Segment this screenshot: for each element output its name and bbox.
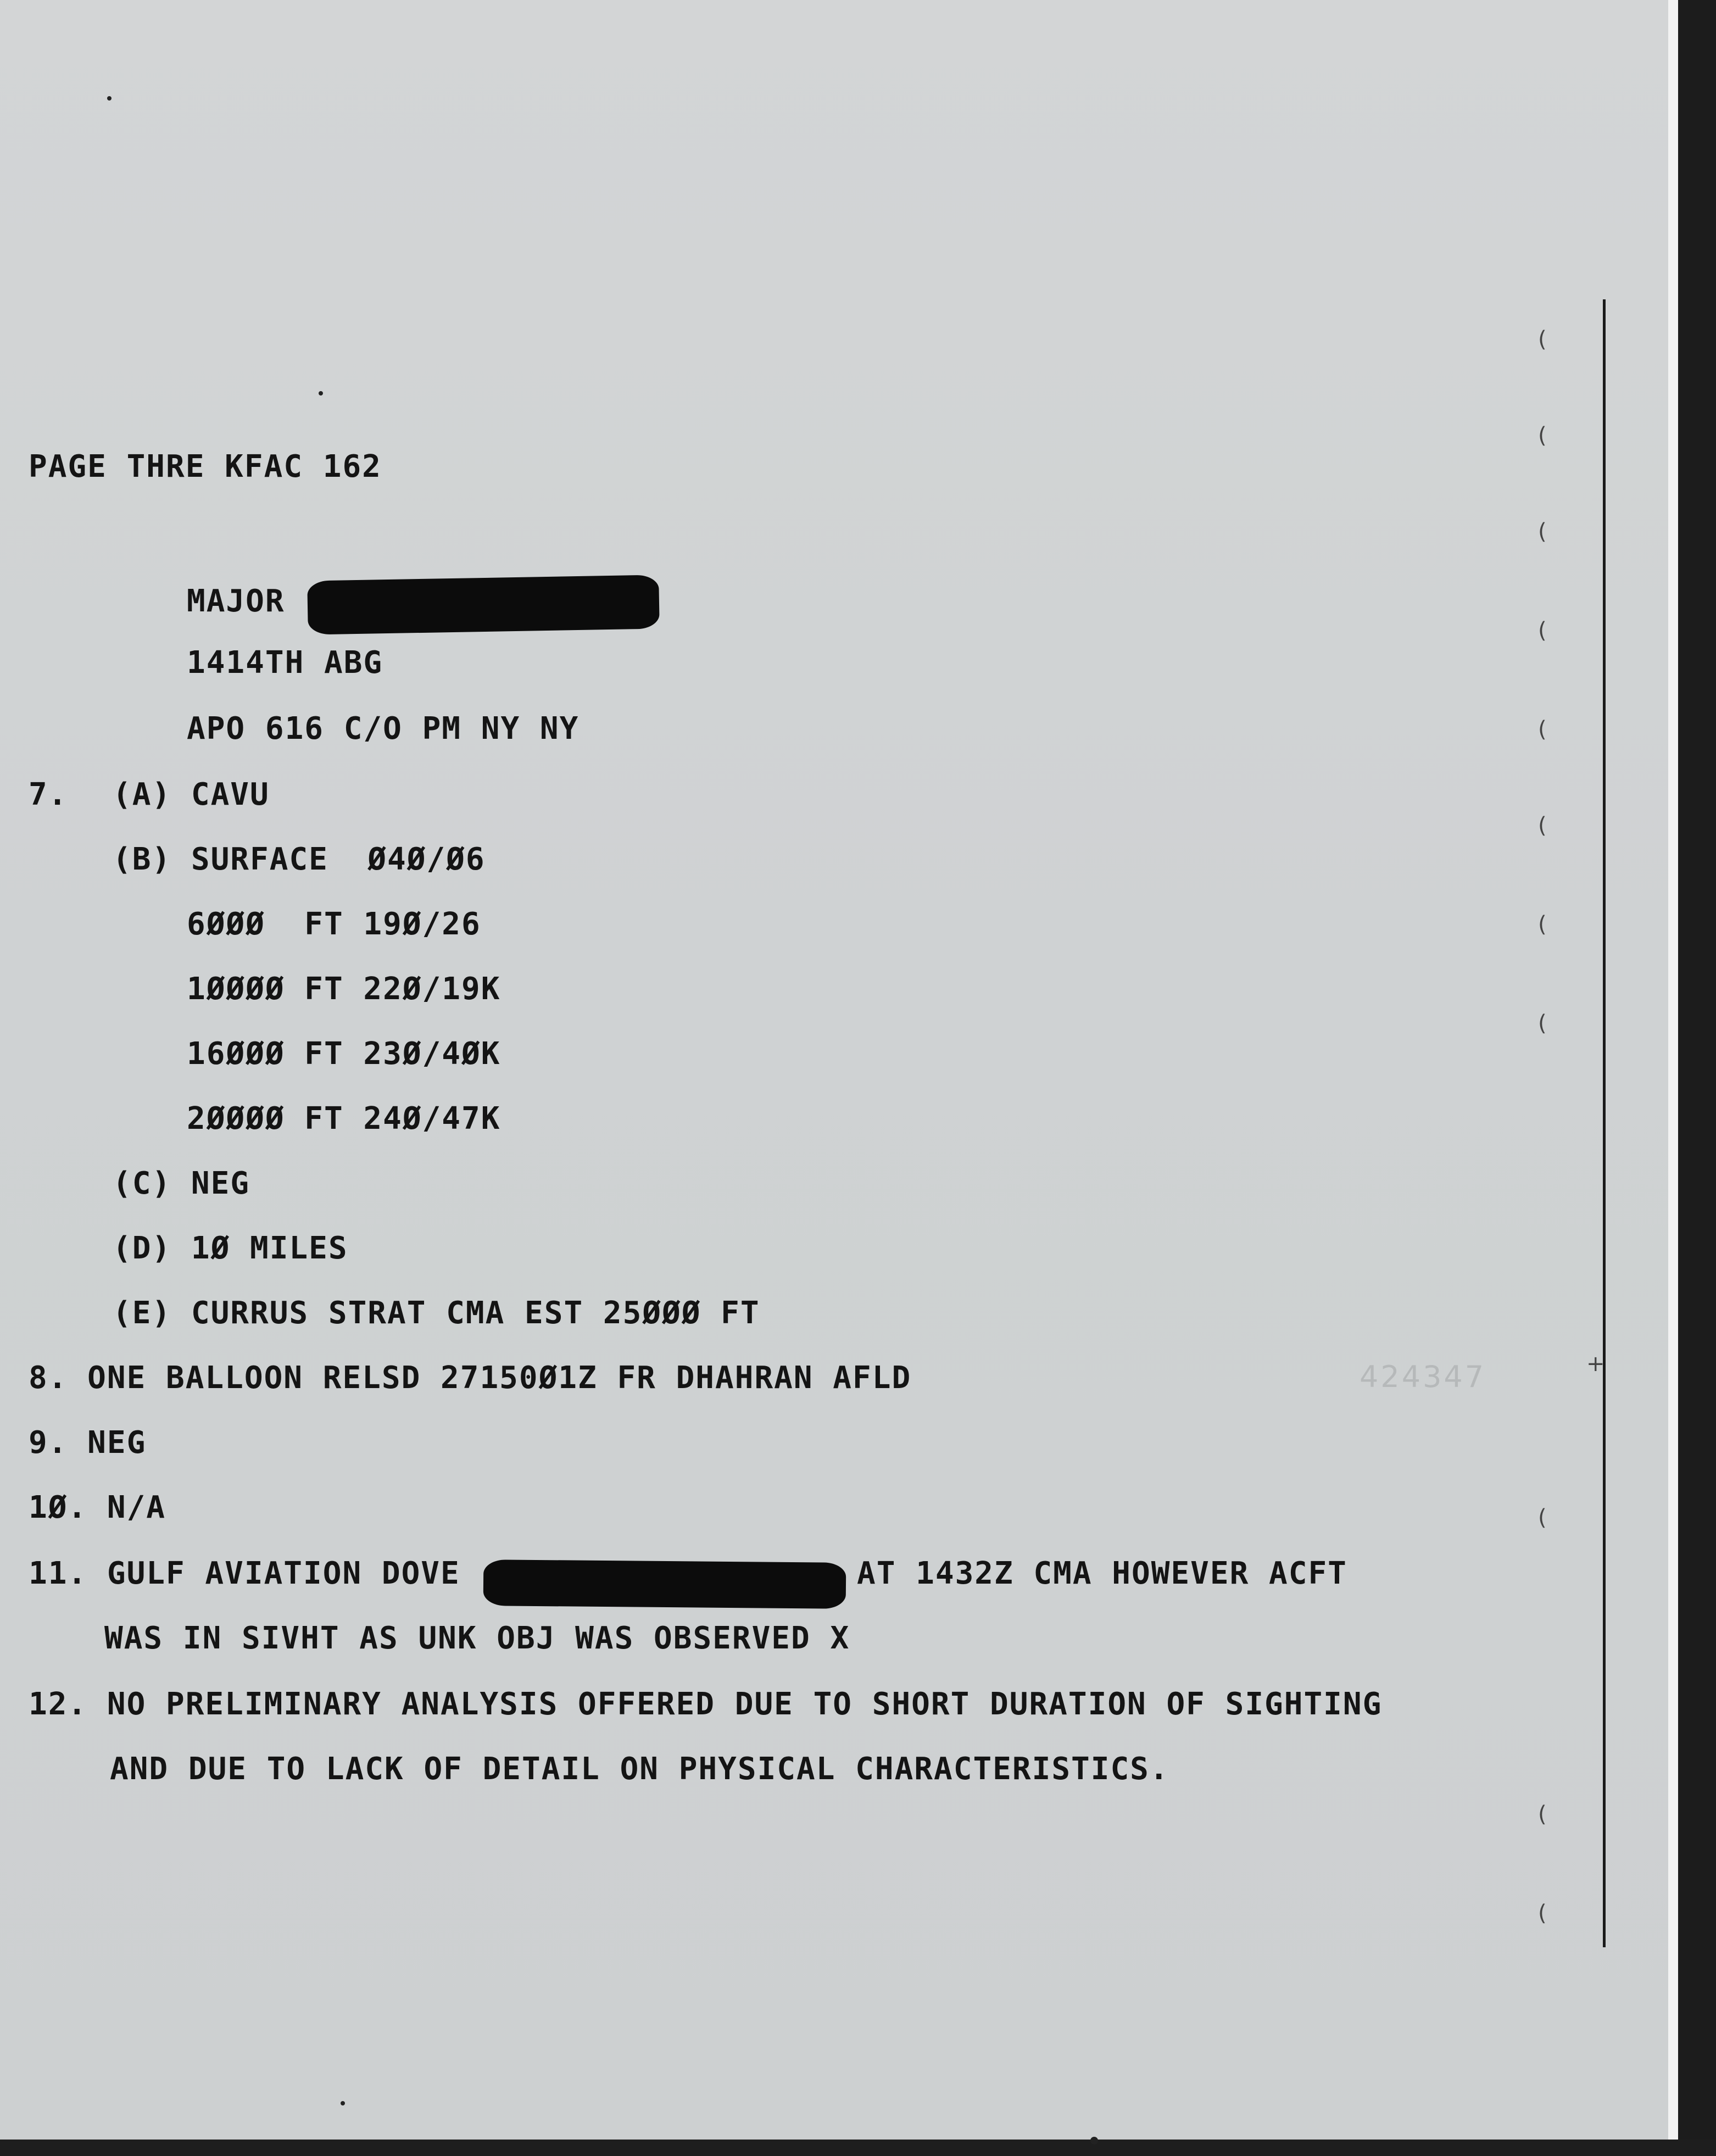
item12-line1: 12. NO PRELIMINARY ANALYSIS OFFERED DUE TO SHORT DURATION OF SIGHTING: [29, 1686, 1383, 1722]
item7-b: (B) SURFACE Ø4Ø/Ø6: [113, 842, 486, 877]
margin-tick: (: [1538, 717, 1547, 742]
margin-cross: +: [1586, 1351, 1605, 1377]
item7-wind-2: 1ØØØØ FT 22Ø/19K: [187, 971, 501, 1007]
margin-tick: (: [1538, 423, 1547, 448]
item11-line1-start: 11. GULF AVIATION DOVE: [29, 1556, 460, 1591]
margin-rule: [1603, 299, 1606, 1947]
item7-a: (A) CAVU: [113, 777, 270, 812]
margin-tick: (: [1538, 1901, 1547, 1926]
address-rank: MAJOR: [187, 583, 285, 619]
item9: 9. NEG: [29, 1425, 147, 1461]
scan-speck: [1090, 2137, 1098, 2144]
item7-d: (D) 1Ø MILES: [113, 1230, 348, 1266]
item8: 8. ONE BALLOON RELSD 27150Ø1Z FR DHAHRAN AFLD: [29, 1360, 912, 1396]
page-header: PAGE THRE KFAC 162: [29, 449, 382, 484]
scan-speck: [319, 391, 323, 395]
item7-wind-1: 6ØØØ FT 19Ø/26: [187, 906, 481, 942]
scan-border: [1678, 0, 1716, 2140]
margin-tick: (: [1538, 327, 1547, 352]
item11-line2: WAS IN SIVHT AS UNK OBJ WAS OBSERVED X: [104, 1620, 850, 1656]
redaction-registration: [483, 1559, 846, 1609]
margin-tick: (: [1538, 618, 1547, 643]
item12-line2: AND DUE TO LACK OF DETAIL ON PHYSICAL CHARACTERISTICS.: [110, 1751, 1169, 1787]
scan-speck: [341, 2101, 345, 2105]
scan-bottom-edge: [0, 2140, 1716, 2156]
item10: 1Ø. N/A: [29, 1490, 166, 1525]
margin-tick: (: [1538, 519, 1547, 544]
item11-line1-end: AT 1432Z CMA HOWEVER ACFT: [857, 1556, 1347, 1591]
document-stamp: 424347: [1360, 1360, 1486, 1394]
item7-wind-4: 2ØØØØ FT 24Ø/47K: [187, 1101, 501, 1137]
margin-tick: (: [1538, 1505, 1547, 1530]
margin-tick: (: [1538, 1802, 1547, 1827]
item7-e: (E) CURRUS STRAT CMA EST 25ØØØ FT: [113, 1295, 760, 1331]
item7-c: (C) NEG: [113, 1166, 250, 1201]
redaction-name: [307, 575, 660, 634]
margin-tick: (: [1538, 813, 1547, 838]
scan-speck: [107, 96, 112, 101]
address-apo: APO 616 C/O PM NY NY: [187, 711, 580, 746]
margin-tick: (: [1538, 912, 1547, 937]
address-unit: 1414TH ABG: [187, 645, 383, 681]
margin-tick: (: [1538, 1011, 1547, 1036]
item7-wind-3: 16ØØØ FT 23Ø/4ØK: [187, 1036, 501, 1072]
item7-number: 7.: [29, 777, 68, 812]
